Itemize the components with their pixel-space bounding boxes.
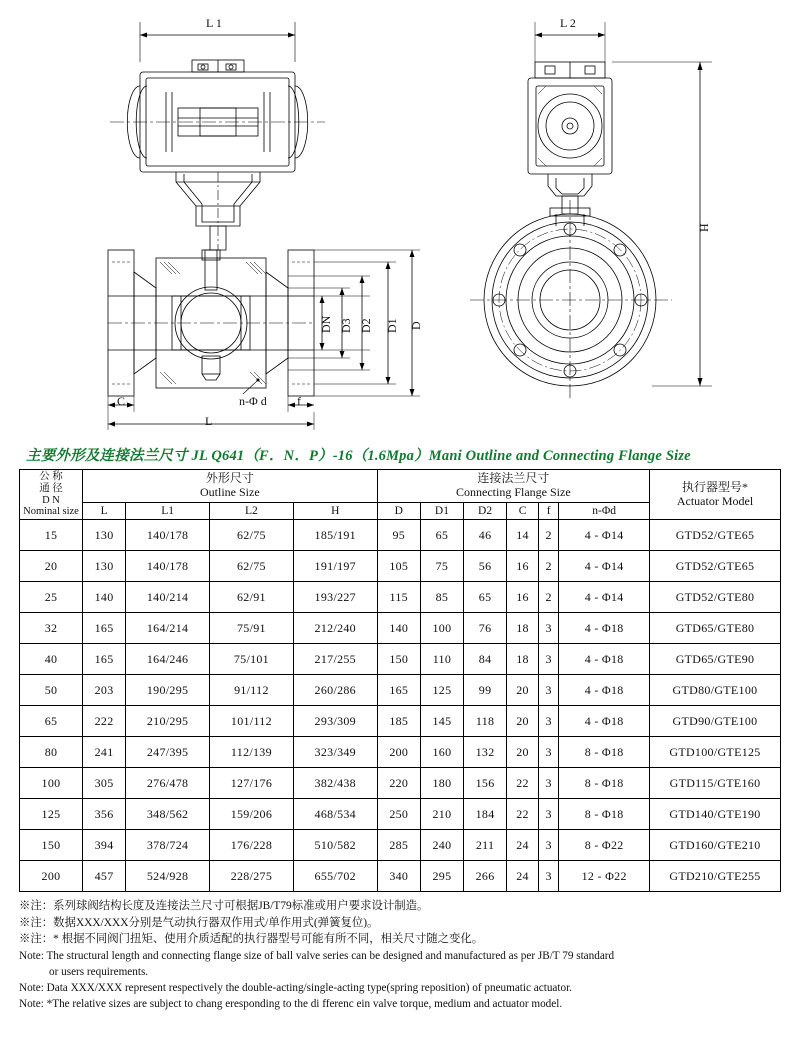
cell-H: 468/534	[293, 799, 377, 830]
table-row	[20, 551, 781, 582]
cell-L: 241	[83, 737, 126, 768]
cell-nd: 8 - Φ18	[559, 768, 650, 799]
cell-actuator: GTD65/GTE90	[650, 644, 781, 675]
cell-f: 2	[538, 551, 558, 582]
table-row	[20, 613, 781, 644]
cell-actuator: GTD52/GTE65	[650, 520, 781, 551]
cell-L: 165	[83, 644, 126, 675]
cell-L1: 247/395	[126, 737, 210, 768]
dim-label-l1: L 1	[206, 16, 222, 30]
cell-actuator: GTD80/GTE100	[650, 675, 781, 706]
cell-C: 18	[507, 613, 539, 644]
note-en-2: Note: Data XXX/XXX represent respectively the double-acting/single-acting type(spring reposition) of pneumatic actuator.	[19, 982, 572, 995]
cell-D2: 56	[464, 551, 507, 582]
specification-table-wrapper	[19, 469, 781, 892]
cell-f: 3	[538, 613, 558, 644]
table-row	[20, 768, 781, 799]
cell-D: 340	[377, 861, 420, 892]
cell-L: 140	[83, 582, 126, 613]
dim-label-d3: D3	[339, 318, 353, 333]
cell-D2: 211	[464, 830, 507, 861]
cell-L1: 140/214	[126, 582, 210, 613]
cell-L1: 210/295	[126, 706, 210, 737]
dim-label-c: C	[117, 394, 126, 408]
cell-D: 220	[377, 768, 420, 799]
cell-D1: 145	[420, 706, 463, 737]
cell-C: 20	[507, 706, 539, 737]
cell-nd: 4 - Φ14	[559, 520, 650, 551]
cell-L: 203	[83, 675, 126, 706]
header-col-L2: L2	[210, 503, 294, 520]
cell-C: 14	[507, 520, 539, 551]
table-body	[20, 520, 781, 892]
cell-H: 382/438	[293, 768, 377, 799]
cell-nd: 8 - Φ18	[559, 799, 650, 830]
cell-actuator: GTD140/GTE190	[650, 799, 781, 830]
cell-actuator: GTD52/GTE65	[650, 551, 781, 582]
cell-actuator: GTD90/GTE100	[650, 706, 781, 737]
header-flange-cn: 连接法兰尺寸	[477, 471, 550, 486]
cell-L1: 348/562	[126, 799, 210, 830]
cell-actuator: GTD160/GTE210	[650, 830, 781, 861]
cell-D: 185	[377, 706, 420, 737]
cell-nd: 12 - Φ22	[559, 861, 650, 892]
cell-L2: 91/112	[210, 675, 294, 706]
cell-D1: 180	[420, 768, 463, 799]
header-actuator-cn: 执行器型号*	[681, 479, 748, 494]
cell-L2: 62/75	[210, 551, 294, 582]
cell-dn: 40	[20, 644, 83, 675]
table-row	[20, 830, 781, 861]
cell-L1: 524/928	[126, 861, 210, 892]
cell-dn: 32	[20, 613, 83, 644]
cell-f: 3	[538, 830, 558, 861]
cell-C: 20	[507, 737, 539, 768]
drawing-svg	[0, 0, 800, 440]
cell-C: 22	[507, 768, 539, 799]
cell-D1: 210	[420, 799, 463, 830]
cell-H: 185/191	[293, 520, 377, 551]
cell-D: 95	[377, 520, 420, 551]
dim-label-dn: DN	[319, 315, 333, 333]
header-outline-en: Outline Size	[200, 485, 260, 500]
cell-L2: 62/91	[210, 582, 294, 613]
table-row	[20, 520, 781, 551]
cell-L: 130	[83, 520, 126, 551]
header-actuator-model	[650, 470, 781, 520]
header-col-D1: D1	[420, 503, 463, 520]
cell-D: 115	[377, 582, 420, 613]
specification-table	[19, 469, 781, 892]
cell-D2: 84	[464, 644, 507, 675]
cell-C: 16	[507, 582, 539, 613]
cell-L2: 62/75	[210, 520, 294, 551]
cell-D1: 85	[420, 582, 463, 613]
dim-label-n-phi-d: n-Φ d	[239, 394, 267, 408]
cell-H: 191/197	[293, 551, 377, 582]
cell-D: 200	[377, 737, 420, 768]
cell-C: 18	[507, 644, 539, 675]
cell-L2: 75/91	[210, 613, 294, 644]
cell-nd: 8 - Φ22	[559, 830, 650, 861]
cell-actuator: GTD100/GTE125	[650, 737, 781, 768]
cell-D: 165	[377, 675, 420, 706]
header-row-groups	[20, 470, 781, 503]
note-en-3: Note: *The relative sizes are subject to chang eresponding to the di fferenc ein valve torque, medium and actuator model.	[19, 998, 563, 1011]
technical-drawing	[0, 0, 800, 440]
cell-dn: 65	[20, 706, 83, 737]
header-outline-size	[83, 470, 378, 503]
header-col-D2: D2	[464, 503, 507, 520]
cell-f: 3	[538, 861, 558, 892]
cell-D2: 132	[464, 737, 507, 768]
cell-L: 356	[83, 799, 126, 830]
dim-label-l: L	[205, 414, 213, 428]
header-nominal-diameter	[20, 470, 83, 520]
note-cn-3: ※注：* 根据不同阀门扭矩、使用介质适配的执行器型号可能有所不同，相关尺寸随之变化。	[19, 933, 484, 946]
cell-L2: 159/206	[210, 799, 294, 830]
cell-L2: 127/176	[210, 768, 294, 799]
header-flange-en: Connecting Flange Size	[456, 485, 571, 500]
cell-D1: 75	[420, 551, 463, 582]
cell-L1: 164/246	[126, 644, 210, 675]
cell-D: 150	[377, 644, 420, 675]
header-dn-cn2: 通 径	[39, 482, 63, 494]
cell-D1: 295	[420, 861, 463, 892]
cell-C: 16	[507, 551, 539, 582]
cell-D2: 65	[464, 582, 507, 613]
cell-f: 3	[538, 768, 558, 799]
header-col-f: f	[538, 503, 558, 520]
cell-nd: 4 - Φ18	[559, 613, 650, 644]
cell-dn: 200	[20, 861, 83, 892]
cell-L1: 164/214	[126, 613, 210, 644]
cell-f: 3	[538, 675, 558, 706]
cell-actuator: GTD210/GTE255	[650, 861, 781, 892]
header-col-C: C	[507, 503, 539, 520]
cell-D2: 99	[464, 675, 507, 706]
table-header	[20, 470, 781, 520]
table-row	[20, 644, 781, 675]
cell-H: 212/240	[293, 613, 377, 644]
cell-L2: 101/112	[210, 706, 294, 737]
cell-H: 193/227	[293, 582, 377, 613]
note-en-1: Note: The structural length and connecting flange size of ball valve series can be designed and manufactured as per JB/T 79 standard	[19, 949, 615, 962]
header-actuator-en: Actuator Model	[676, 493, 754, 508]
cell-D: 285	[377, 830, 420, 861]
cell-nd: 4 - Φ14	[559, 582, 650, 613]
table-row	[20, 861, 781, 892]
cell-actuator: GTD52/GTE80	[650, 582, 781, 613]
cell-f: 3	[538, 644, 558, 675]
cell-L: 165	[83, 613, 126, 644]
cell-dn: 20	[20, 551, 83, 582]
cell-actuator: GTD115/GTE160	[650, 768, 781, 799]
dim-label-h: H	[697, 223, 711, 232]
cell-D1: 65	[420, 520, 463, 551]
cell-L: 305	[83, 768, 126, 799]
cell-D2: 118	[464, 706, 507, 737]
cell-f: 2	[538, 582, 558, 613]
cell-D: 140	[377, 613, 420, 644]
cell-dn: 80	[20, 737, 83, 768]
cell-L2: 176/228	[210, 830, 294, 861]
cell-D: 250	[377, 799, 420, 830]
cell-f: 2	[538, 520, 558, 551]
header-col-L1: L1	[126, 503, 210, 520]
cell-L: 222	[83, 706, 126, 737]
header-flange-size	[377, 470, 649, 503]
cell-H: 655/702	[293, 861, 377, 892]
cell-dn: 100	[20, 768, 83, 799]
cell-D2: 184	[464, 799, 507, 830]
dim-label-d2: D2	[359, 318, 373, 333]
cell-C: 22	[507, 799, 539, 830]
header-dn-cn1: 公 称	[39, 471, 63, 482]
cell-H: 217/255	[293, 644, 377, 675]
cell-L1: 378/724	[126, 830, 210, 861]
cell-L2: 112/139	[210, 737, 294, 768]
cell-nd: 4 - Φ18	[559, 675, 650, 706]
cell-nd: 8 - Φ18	[559, 737, 650, 768]
cell-D2: 46	[464, 520, 507, 551]
cell-dn: 15	[20, 520, 83, 551]
cell-dn: 125	[20, 799, 83, 830]
cell-H: 323/349	[293, 737, 377, 768]
cell-D1: 125	[420, 675, 463, 706]
table-row	[20, 737, 781, 768]
cell-D1: 240	[420, 830, 463, 861]
table-row	[20, 706, 781, 737]
cell-L2: 228/275	[210, 861, 294, 892]
cell-H: 293/309	[293, 706, 377, 737]
table-row	[20, 582, 781, 613]
cell-nd: 4 - Φ18	[559, 644, 650, 675]
cell-actuator: GTD65/GTE80	[650, 613, 781, 644]
cell-L1: 190/295	[126, 675, 210, 706]
cell-D2: 266	[464, 861, 507, 892]
cell-L1: 276/478	[126, 768, 210, 799]
dim-label-d1: D1	[385, 318, 399, 333]
cell-L: 130	[83, 551, 126, 582]
cell-C: 20	[507, 675, 539, 706]
header-col-H: H	[293, 503, 377, 520]
table-row	[20, 799, 781, 830]
note-cn-1: ※注：系列球阀结构长度及连接法兰尺寸可根据JB/T79标准或用户要求设计制造。	[19, 900, 429, 912]
cell-L2: 75/101	[210, 644, 294, 675]
cell-L1: 140/178	[126, 551, 210, 582]
header-dn-nominal-size: Nominal size	[23, 506, 79, 518]
note-cn-2: ※注：数据XXX/XXX分别是气动执行器双作用式/单作用式(弹簧复位)。	[19, 916, 379, 929]
cell-dn: 50	[20, 675, 83, 706]
cell-D2: 76	[464, 613, 507, 644]
note-en-1b: or users requirements.	[49, 965, 149, 978]
cell-f: 3	[538, 706, 558, 737]
cell-D1: 160	[420, 737, 463, 768]
header-dn-en: D N	[42, 494, 60, 506]
cell-H: 260/286	[293, 675, 377, 706]
cell-H: 510/582	[293, 830, 377, 861]
cell-nd: 4 - Φ18	[559, 706, 650, 737]
dim-label-d: D	[409, 321, 423, 330]
cell-D2: 156	[464, 768, 507, 799]
header-col-D: D	[377, 503, 420, 520]
cell-nd: 4 - Φ14	[559, 551, 650, 582]
cell-dn: 25	[20, 582, 83, 613]
cell-C: 24	[507, 861, 539, 892]
header-outline-cn: 外形尺寸	[205, 471, 254, 486]
header-col-nd: n-Φd	[559, 503, 650, 520]
cell-L: 394	[83, 830, 126, 861]
cell-D: 105	[377, 551, 420, 582]
cell-f: 3	[538, 799, 558, 830]
cell-D1: 100	[420, 613, 463, 644]
notes-section	[19, 898, 781, 1013]
cell-L1: 140/178	[126, 520, 210, 551]
header-col-L: L	[83, 503, 126, 520]
cell-L: 457	[83, 861, 126, 892]
cell-C: 24	[507, 830, 539, 861]
table-row	[20, 675, 781, 706]
cell-f: 3	[538, 737, 558, 768]
section-title: 主要外形及连接法兰尺寸 JL Q641（F．N．P）-16（1.6Mpa）Mani Outline and Connecting Flange Size	[26, 448, 691, 464]
dim-label-l2: L 2	[560, 16, 576, 30]
cell-dn: 150	[20, 830, 83, 861]
cell-D1: 110	[420, 644, 463, 675]
dim-label-f: f	[297, 394, 301, 408]
